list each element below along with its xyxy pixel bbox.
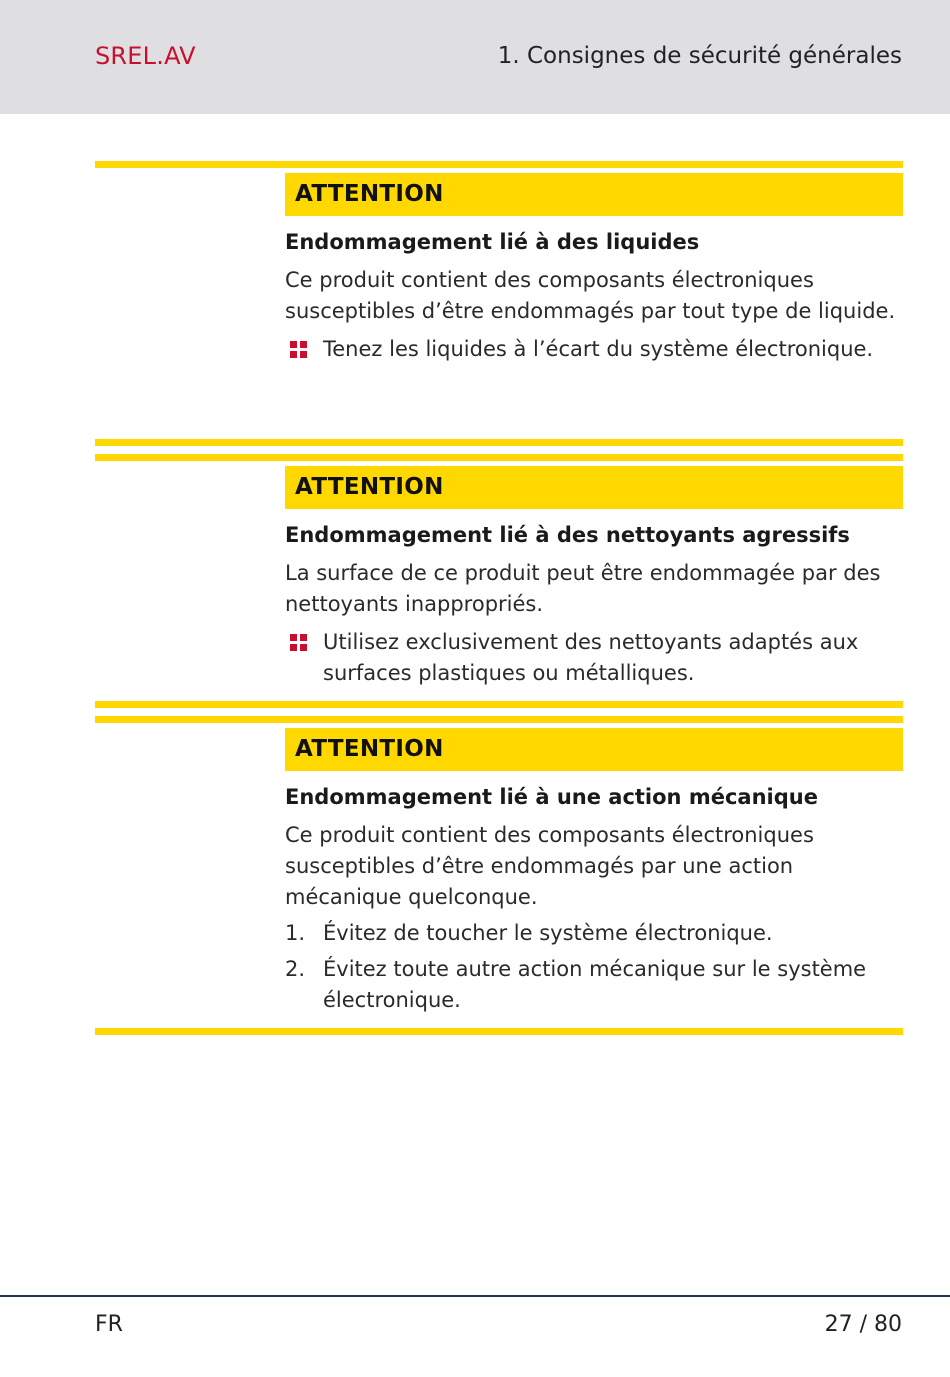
warning-box-liquids	[95, 161, 903, 446]
red-square-bullet-icon	[290, 634, 307, 651]
step-text: Évitez toute autre action mécanique sur le système électronique.	[323, 957, 867, 1012]
numbered-step	[285, 918, 903, 949]
warning-title: Endommagement lié à des liquides	[285, 230, 700, 254]
warning-description: Ce produit contient des composants électroniques susceptibles d’être endommagés par tout type de liquide.	[285, 268, 896, 323]
warning-title: Endommagement lié à des nettoyants agressifs	[285, 523, 850, 547]
signal-word-banner: ATTENTION	[285, 173, 903, 216]
step-number: 2.	[285, 957, 306, 981]
warning-title: Endommagement lié à une action mécanique	[285, 785, 818, 809]
numbered-step	[285, 954, 903, 1016]
step-text: Évitez de toucher le système électronique.	[323, 921, 773, 945]
instruction-text: Utilisez exclusivement des nettoyants adaptés aux surfaces plastiques ou métalliques.	[323, 630, 859, 685]
warning-content	[285, 466, 903, 689]
red-square-bullet-icon	[290, 341, 307, 358]
warning-box-mechanical	[95, 716, 903, 1035]
warning-description: Ce produit contient des composants électroniques susceptibles d’être endommagés par une action mécanique quelconque.	[285, 823, 814, 909]
signal-word-banner: ATTENTION	[285, 728, 903, 771]
brand-label: SREL.AV	[95, 42, 196, 70]
warning-box-cleaners	[95, 454, 903, 708]
step-number: 1.	[285, 921, 306, 945]
signal-word-banner: ATTENTION	[285, 466, 903, 509]
chapter-title: 1. Consignes de sécurité générales	[497, 43, 902, 69]
warning-content	[285, 728, 903, 1016]
instruction-text: Tenez les liquides à l’écart du système électronique.	[323, 337, 874, 361]
warning-description: La surface de ce produit peut être endommagée par des nettoyants inappropriés.	[285, 561, 881, 616]
warning-content	[285, 173, 903, 365]
footer-rule	[0, 1295, 950, 1297]
language-code: FR	[95, 1312, 123, 1337]
page-header	[0, 0, 950, 114]
instruction-item	[285, 334, 903, 365]
instruction-item	[285, 627, 903, 689]
page-number: 27 / 80	[824, 1312, 902, 1337]
